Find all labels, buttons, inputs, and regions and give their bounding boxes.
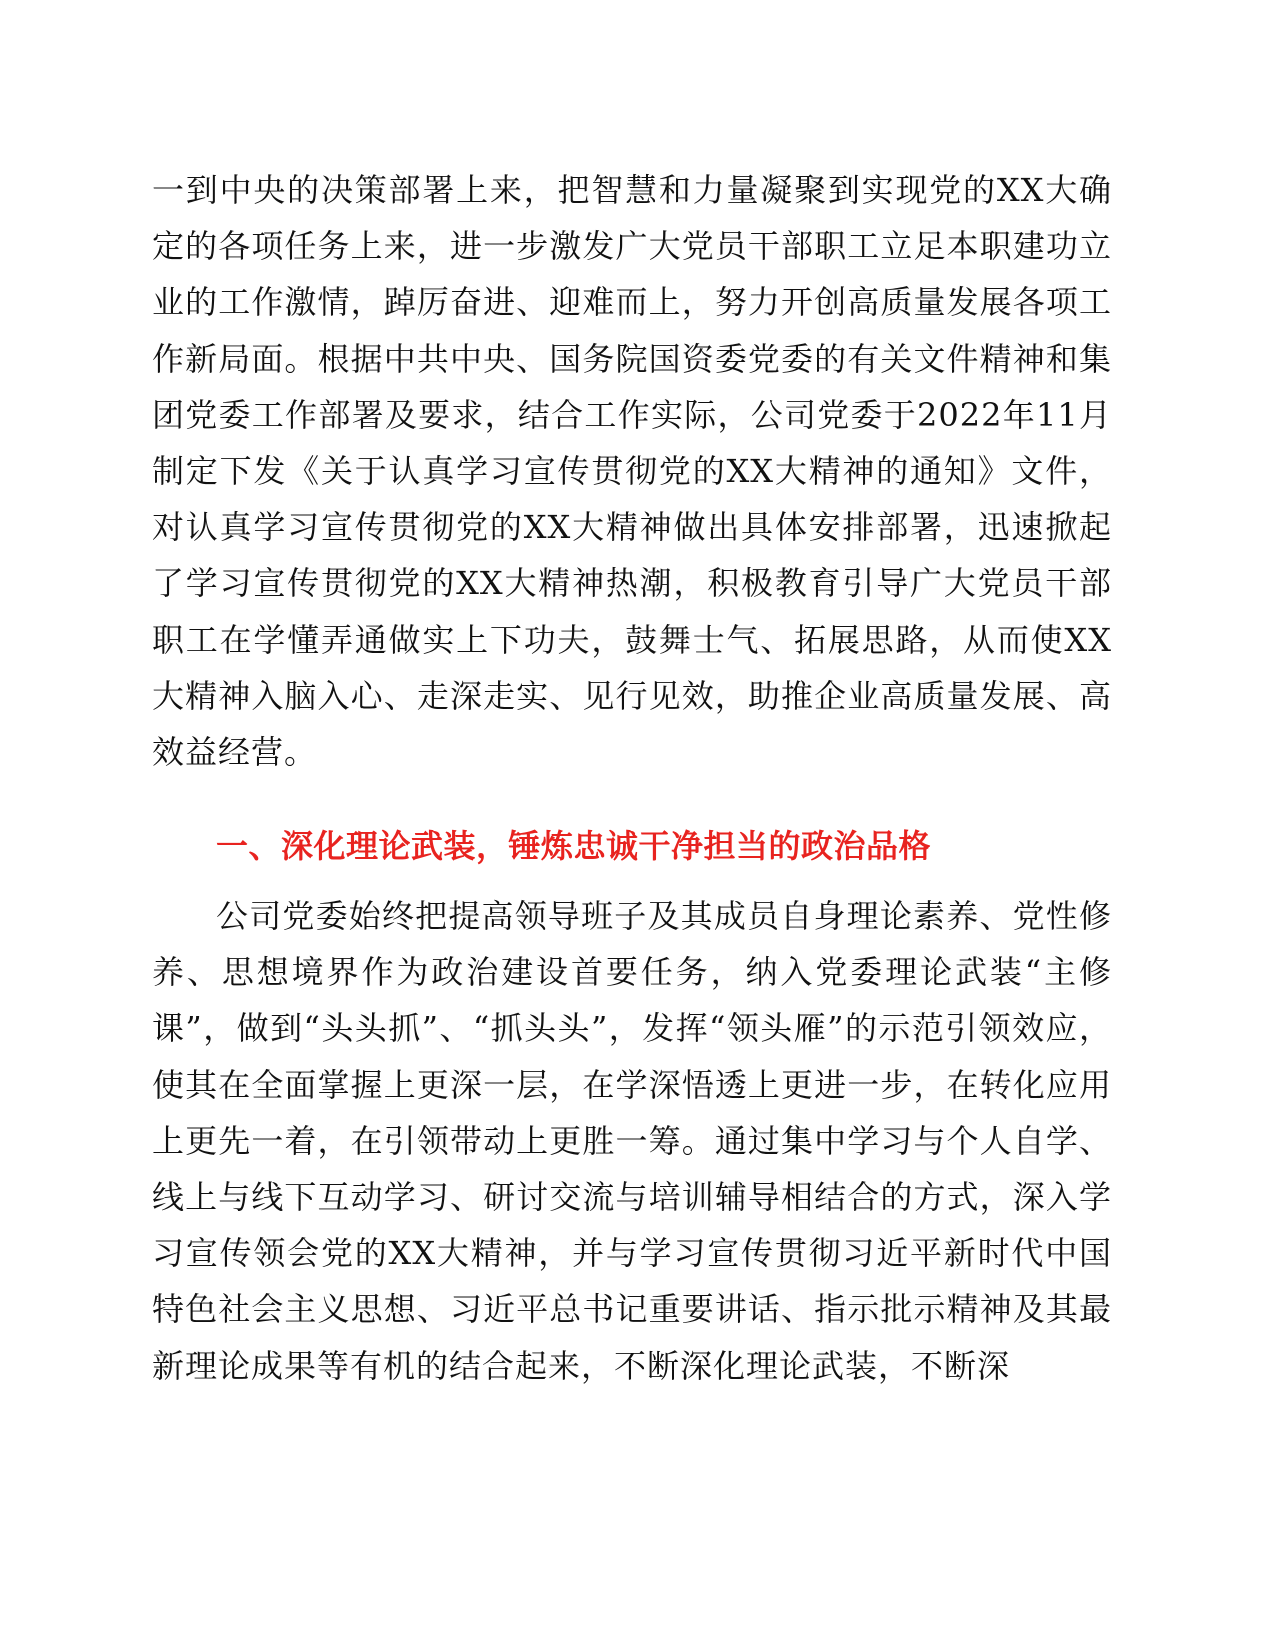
body-paragraph-1: 一到中央的决策部署上来，把智慧和力量凝聚到实现党的XX大确定的各项任务上来，进一步激发广大党员干部职工立足本职建功立业的工作激情，踔厉奋进、迎难而上，努力开创高质量发展各项工作新局面。根据中共中央、国务院国资委党委的有关文件精神和集团党委工作部署及要求，结合工作实际，公司党委于2022年11月制定下发《关于认真学习宣传贯彻党的XX大精神的通知》文件，对认真学习宣传贯彻党的XX大精神做出具体安排部署，迅速掀起了学习宣传贯彻党的XX大精神热潮，积极教育引导广大党员干部职工在学懂弄通做实上下功夫，鼓舞士气、拓展思路，从而使XX大精神入脑入心、走深走实、见行见效，助推企业高质量发展、高效益经营。 xyxy=(152,171,1112,772)
section-heading: 一、深化理论武装，锤炼忠诚干净担当的政治品格 xyxy=(216,827,932,865)
body-paragraph-2: 公司党委始终把提高领导班子及其成员自身理论素养、党性修养、思想境界作为政治建设首要任务，纳入党委理论武装“主修课”，做到“头头抓”、“抓头头”，发挥“领头雁”的示范引领效应，使其在全面掌握上更深一层，在学深悟透上更进一步，在转化应用上更先一着，在引领带动上更胜一筹。通过集中学习与个人自学、线上与线下互动学习、研讨交流与培训辅导相结合的方式，深入学习宣传领会党的XX大精神，并与学习宣传贯彻习近平新时代中国特色社会主义思想、习近平总书记重要讲话、指示批示精神及其最新理论成果等有机的结合起来，不断深化理论武装，不断深 xyxy=(152,897,1112,1385)
